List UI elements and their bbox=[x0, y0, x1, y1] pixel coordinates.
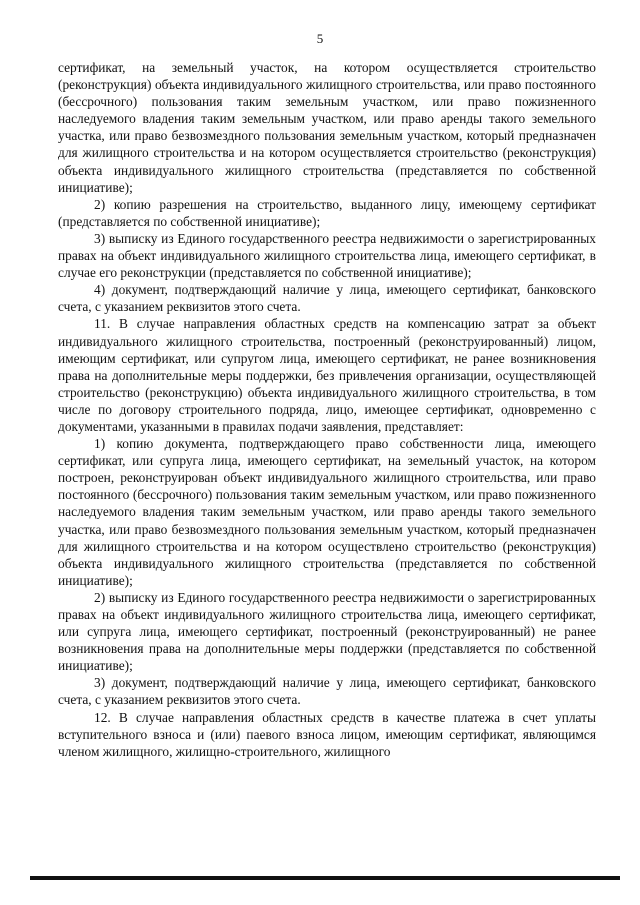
paragraph-continuation: сертификат, на земельный участок, на котором осуществляется строительство (реконструкция) объекта индивидуального жилищного строительства, или право постоянного (бессрочного) пользования таким земельным участком, или право пожизненного наследуемого владения таким земельным участком, или право аренды такого земельного участка, или право безвозмездного пользования земельным участком, который предназначен для жилищного строительства и на котором осуществляется строительство (реконструкция) объекта индивидуального жилищного строительства (представляется по собственной инициативе); bbox=[58, 60, 596, 195]
page-number: 5 bbox=[316, 31, 324, 46]
paragraph-item-3-registry: 3) выписку из Единого государственного реестра недвижимости о зарегистрированных правах на объект индивидуального жилищного строительства лица, имеющего сертификат, в случае его реконструкции (представляется по собственной инициативе); bbox=[58, 230, 596, 281]
bottom-rule bbox=[30, 876, 620, 880]
paragraph-section-11: 11. В случае направления областных средств на компенсацию затрат за объект индивидуального жилищного строительства, построенный (реконструированный) лицом, имеющим сертификат, или супругом лица, имеющего сертификат, не ранее возникновения права на дополнительные меры поддержки, без привлечения организации, осуществляющей строительство (реконструкцию) объекта индивидуального жилищного строительства, в том числе по договору строительного подряда, лицо, имеющее сертификат, одновременно с документами, указанными в правилах подачи заявления, представляет: bbox=[58, 316, 596, 434]
document-body bbox=[58, 59, 596, 760]
paragraph-item-4-bank-account: 4) документ, подтверждающий наличие у лица, имеющего сертификат, банковского счета, с указанием реквизитов этого счета. bbox=[58, 282, 596, 315]
paragraph-section-11-item-3: 3) документ, подтверждающий наличие у лица, имеющего сертификат, банковского счета, с указанием реквизитов этого счета. bbox=[58, 675, 596, 708]
paragraph-section-12: 12. В случае направления областных средств в качестве платежа в счет уплаты вступительного взноса и (или) паевого взноса лицом, имеющим сертификат, являющимся членом жилищного, жилищно-строительного, жилищного bbox=[58, 709, 596, 759]
paragraph-section-11-item-1: 1) копию документа, подтверждающего право собственности лица, имеющего сертификат, или супруга лица, имеющего сертификат, на земельный участок, на котором построен, реконструирован объект индивидуального жилищного строительства, или право постоянного (бессрочного) пользования таким земельным участком, или право пожизненного наследуемого владения таким земельным участком, или право аренды такого земельного участка, или право безвозмездного пользования земельным участком, который предназначен для жилищного строительства и на котором осуществлено строительство (реконструкция) объекта индивидуального жилищного строительства (представляется по собственной инициативе); bbox=[58, 436, 596, 588]
paragraph-item-2-permit: 2) копию разрешения на строительство, выданного лицу, имеющему сертификат (представляется по собственной инициативе); bbox=[58, 196, 596, 229]
paragraph-section-11-item-2: 2) выписку из Единого государственного реестра недвижимости о зарегистрированных правах на объект индивидуального жилищного строительства лица, имеющего сертификат, или супруга лица, имеющего сертификат, построенный (реконструированный) не ранее возникновения права на дополнительные меры поддержки (представляется по собственной инициативе); bbox=[58, 589, 596, 674]
